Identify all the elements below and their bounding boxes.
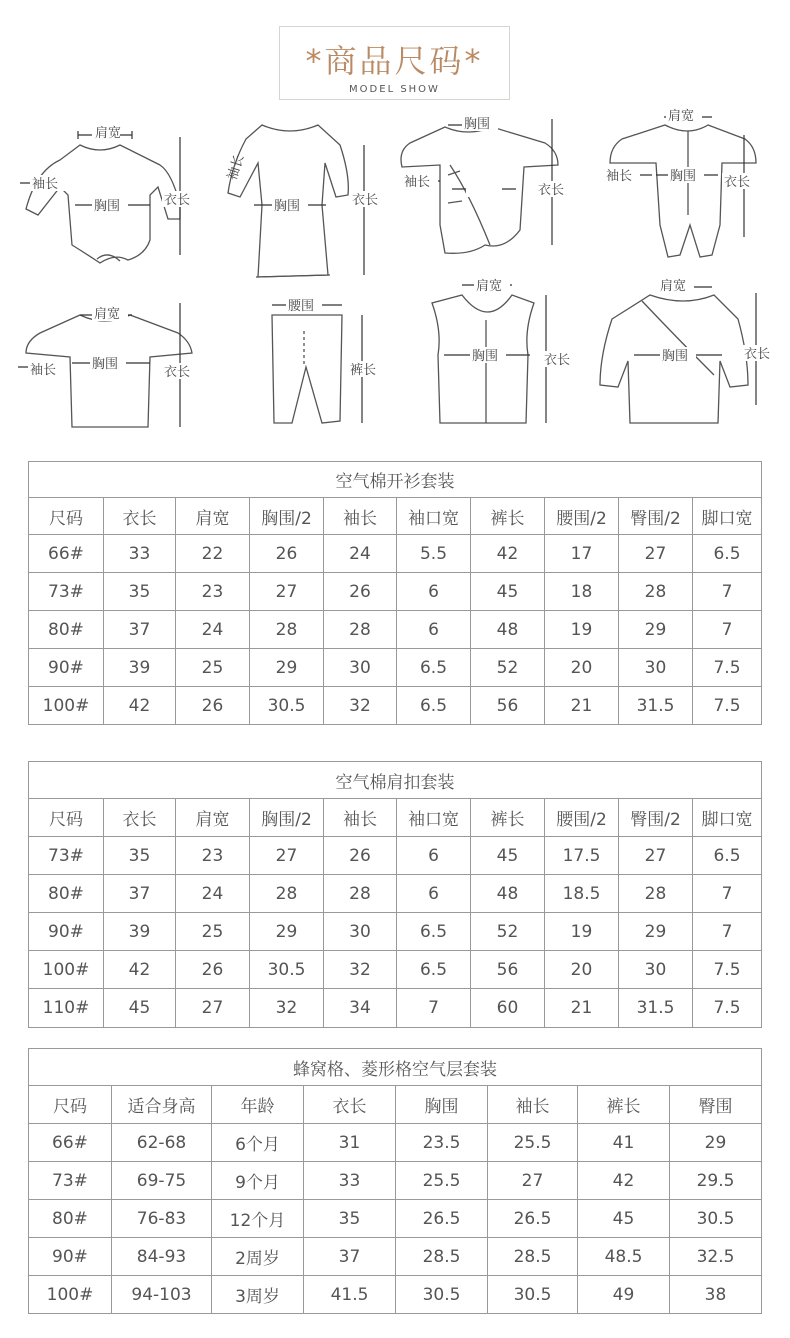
size-cell: 110# (29, 989, 104, 1028)
column-header: 脚口宽 (693, 498, 762, 535)
table-cell: 41.5 (304, 1276, 396, 1314)
table-cell: 24 (176, 611, 250, 649)
table-cell: 62-68 (112, 1124, 212, 1162)
table-cell: 6 (397, 837, 471, 875)
table-row (29, 535, 762, 573)
size-cell: 100# (29, 1276, 112, 1314)
table-row (29, 875, 762, 913)
table-cell: 39 (104, 649, 176, 687)
romper-illustration (610, 125, 756, 257)
table-cell: 29 (250, 649, 324, 687)
table-cell: 32 (324, 687, 397, 725)
table-cell: 42 (578, 1162, 670, 1200)
table-cell: 30.5 (488, 1276, 578, 1314)
column-header: 尺码 (29, 799, 104, 837)
table-cell: 31.5 (619, 687, 693, 725)
table-cell: 7.5 (693, 687, 762, 725)
column-header: 年龄 (212, 1086, 304, 1124)
table-row (29, 951, 762, 989)
table-cell: 29 (670, 1124, 762, 1162)
table-cell: 9个月 (212, 1162, 304, 1200)
table-cell: 18 (545, 573, 619, 611)
table-cell: 31.5 (619, 989, 693, 1028)
table-row (29, 1124, 762, 1162)
size-title-box (279, 26, 510, 100)
column-header: 臀围/2 (619, 799, 693, 837)
table-cell: 76-83 (112, 1200, 212, 1238)
table-cell: 30.5 (250, 951, 324, 989)
table-cell: 6 (397, 875, 471, 913)
column-header: 腰围/2 (545, 498, 619, 535)
label-shoulder-7: 肩宽 (476, 279, 503, 294)
column-header: 裤长 (578, 1086, 670, 1124)
table-cell: 34 (324, 989, 397, 1028)
column-header: 臀围/2 (619, 498, 693, 535)
table-cell: 37 (104, 611, 176, 649)
table-cell: 56 (471, 687, 545, 725)
label-waist-6: 腰围 (288, 299, 315, 314)
column-header: 裤长 (471, 799, 545, 837)
table-cell: 42 (471, 535, 545, 573)
table-cell: 28 (324, 875, 397, 913)
table-cell: 49 (578, 1276, 670, 1314)
table-cell: 28.5 (396, 1238, 488, 1276)
table-cell: 28.5 (488, 1238, 578, 1276)
column-header: 适合身高 (112, 1086, 212, 1124)
table-cell: 30.5 (250, 687, 324, 725)
label-pants-6: 裤长 (350, 363, 377, 378)
column-header: 衣长 (104, 498, 176, 535)
label-chest-4: 胸围 (670, 169, 697, 184)
table-cell: 42 (104, 687, 176, 725)
column-header: 臀围 (670, 1086, 762, 1124)
table-cell: 6.5 (397, 649, 471, 687)
table-cell: 28 (619, 875, 693, 913)
table-cell: 23.5 (396, 1124, 488, 1162)
table-row (29, 1238, 762, 1276)
table-cell: 20 (545, 951, 619, 989)
label-chest-5: 胸围 (92, 357, 119, 372)
table-cell: 30 (619, 649, 693, 687)
table-cell: 5.5 (397, 535, 471, 573)
table-cell: 35 (104, 573, 176, 611)
column-header: 袖长 (324, 498, 397, 535)
label-shoulder-5: 肩宽 (94, 307, 121, 322)
table-cell: 23 (176, 573, 250, 611)
table-header-row (29, 1086, 762, 1124)
table-cell: 25 (176, 913, 250, 951)
label-chest-2: 胸围 (274, 199, 301, 214)
table-cell: 48 (471, 875, 545, 913)
column-header: 肩宽 (176, 498, 250, 535)
size-cell: 80# (29, 875, 104, 913)
table-cell: 27 (619, 837, 693, 875)
table-cell: 26 (324, 573, 397, 611)
table-cell: 25.5 (396, 1162, 488, 1200)
table-cell: 17 (545, 535, 619, 573)
label-chest-7: 胸围 (472, 349, 499, 364)
table-cell: 3周岁 (212, 1276, 304, 1314)
size-cell: 90# (29, 1238, 112, 1276)
label-length-3: 衣长 (538, 183, 565, 198)
size-cell: 66# (29, 1124, 112, 1162)
table-cell: 30 (324, 913, 397, 951)
table-cell: 29 (619, 611, 693, 649)
label-shoulder-4: 肩宽 (668, 109, 695, 124)
table-row (29, 687, 762, 725)
table-cell: 33 (304, 1162, 396, 1200)
garment-diagrams (0, 105, 790, 445)
table-row (29, 989, 762, 1028)
table-cell: 7 (693, 913, 762, 951)
table-cell: 19 (545, 611, 619, 649)
size-cell: 80# (29, 611, 104, 649)
page-subtitle: MODEL SHOW (349, 84, 440, 95)
table-cell: 25.5 (488, 1124, 578, 1162)
table-cell: 24 (324, 535, 397, 573)
size-cell: 100# (29, 687, 104, 725)
table-row (29, 611, 762, 649)
column-header: 腰围/2 (545, 799, 619, 837)
table-cell: 32 (324, 951, 397, 989)
label-length-4: 衣长 (724, 175, 751, 190)
table-cell: 6.5 (693, 535, 762, 573)
table-cell: 32.5 (670, 1238, 762, 1276)
table-row (29, 649, 762, 687)
table-cell: 6.5 (397, 951, 471, 989)
table-cell: 30.5 (396, 1276, 488, 1314)
label-sleeve-3: 袖长 (404, 175, 431, 190)
table-cell: 48 (471, 611, 545, 649)
size-cell: 90# (29, 913, 104, 951)
column-header: 衣长 (304, 1086, 396, 1124)
table-cell: 17.5 (545, 837, 619, 875)
size-cell: 66# (29, 535, 104, 573)
table-cell: 45 (471, 573, 545, 611)
table-cell: 33 (104, 535, 176, 573)
column-header: 袖口宽 (397, 498, 471, 535)
table-cell: 30 (324, 649, 397, 687)
table-cell: 29.5 (670, 1162, 762, 1200)
table-cell: 26 (250, 535, 324, 573)
size-cell: 90# (29, 649, 104, 687)
table-cell: 45 (104, 989, 176, 1028)
column-header: 尺码 (29, 498, 104, 535)
table-cell: 37 (104, 875, 176, 913)
table-cell: 6 (397, 573, 471, 611)
table-cell: 27 (488, 1162, 578, 1200)
garment-diagrams-svg (0, 105, 790, 445)
table-cell: 26 (324, 837, 397, 875)
table-cell: 19 (545, 913, 619, 951)
table-row (29, 573, 762, 611)
table-cell: 27 (176, 989, 250, 1028)
table-cell: 39 (104, 913, 176, 951)
table-row (29, 913, 762, 951)
column-header: 衣长 (104, 799, 176, 837)
table-row (29, 1276, 762, 1314)
page-title: *商品尺码* (305, 42, 484, 80)
column-header: 胸围 (396, 1086, 488, 1124)
label-chest-3-top: 胸围 (464, 117, 491, 132)
label-shoulder-1: 肩宽 (95, 126, 122, 141)
table-cell: 32 (250, 989, 324, 1028)
table-cell: 7 (693, 573, 762, 611)
table-row (29, 837, 762, 875)
label-length-2: 衣长 (352, 193, 379, 208)
table-cell: 52 (471, 649, 545, 687)
table-cell: 26.5 (396, 1200, 488, 1238)
table-cell: 2周岁 (212, 1238, 304, 1276)
table-header-row (29, 498, 762, 535)
table-cell: 28 (250, 875, 324, 913)
table-cell: 23 (176, 837, 250, 875)
table-cell: 28 (324, 611, 397, 649)
size-cell: 73# (29, 1162, 112, 1200)
column-header: 脚口宽 (693, 799, 762, 837)
table-cell: 35 (104, 837, 176, 875)
pants-illustration (272, 315, 342, 423)
label-length-7: 衣长 (544, 353, 571, 368)
label-length-5: 衣长 (164, 365, 191, 380)
size-cell: 73# (29, 837, 104, 875)
table-cell: 25 (176, 649, 250, 687)
label-sleeve-1: 袖长 (32, 177, 59, 192)
table-caption: 空气棉开衫套装 (29, 462, 762, 498)
table-cell: 26 (176, 951, 250, 989)
table-cell: 56 (471, 951, 545, 989)
table-cell: 31 (304, 1124, 396, 1162)
column-header: 裤长 (471, 498, 545, 535)
column-header: 袖口宽 (397, 799, 471, 837)
label-length-8: 衣长 (744, 347, 771, 362)
label-shoulder-8: 肩宽 (660, 279, 687, 294)
size-cell: 100# (29, 951, 104, 989)
table-cell: 28 (250, 611, 324, 649)
table-caption: 空气棉肩扣套装 (29, 762, 762, 799)
table-cell: 45 (471, 837, 545, 875)
size-table-air-layer-set (28, 1048, 762, 1314)
size-table-shoulder-button-set (28, 761, 762, 1028)
table-cell: 94-103 (112, 1276, 212, 1314)
table-cell: 20 (545, 649, 619, 687)
table-cell: 21 (545, 989, 619, 1028)
table-cell: 30 (619, 951, 693, 989)
table-cell: 52 (471, 913, 545, 951)
table-cell: 30.5 (670, 1200, 762, 1238)
size-table-cardigan-set (28, 461, 762, 725)
table-cell: 6.5 (693, 837, 762, 875)
table-cell: 60 (471, 989, 545, 1028)
table-cell: 29 (250, 913, 324, 951)
table-cell: 42 (104, 951, 176, 989)
table-cell: 28 (619, 573, 693, 611)
table-cell: 45 (578, 1200, 670, 1238)
table-cell: 37 (304, 1238, 396, 1276)
table-cell: 35 (304, 1200, 396, 1238)
column-header: 袖长 (488, 1086, 578, 1124)
table-cell: 26.5 (488, 1200, 578, 1238)
table-cell: 7.5 (693, 951, 762, 989)
table-cell: 38 (670, 1276, 762, 1314)
table-cell: 12个月 (212, 1200, 304, 1238)
table-cell: 6.5 (397, 913, 471, 951)
column-header: 尺码 (29, 1086, 112, 1124)
table-row (29, 1200, 762, 1238)
table-cell: 6 (397, 611, 471, 649)
label-length-1: 衣长 (164, 193, 191, 208)
table-cell: 7 (693, 611, 762, 649)
table-cell: 27 (250, 573, 324, 611)
size-cell: 80# (29, 1200, 112, 1238)
table-cell: 7.5 (693, 649, 762, 687)
table-row (29, 1162, 762, 1200)
table-cell: 27 (619, 535, 693, 573)
table-cell: 27 (250, 837, 324, 875)
table-cell: 7.5 (693, 989, 762, 1028)
label-sleeve-2: 袖长 (225, 152, 248, 183)
table-cell: 26 (176, 687, 250, 725)
table-cell: 29 (619, 913, 693, 951)
table-cell: 24 (176, 875, 250, 913)
size-cell: 73# (29, 573, 104, 611)
column-header: 胸围/2 (250, 498, 324, 535)
table-cell: 22 (176, 535, 250, 573)
table-cell: 84-93 (112, 1238, 212, 1276)
table-cell: 7 (397, 989, 471, 1028)
column-header: 袖长 (324, 799, 397, 837)
column-header: 胸围/2 (250, 799, 324, 837)
table-cell: 6个月 (212, 1124, 304, 1162)
table-header-row (29, 799, 762, 837)
table-cell: 69-75 (112, 1162, 212, 1200)
table-cell: 41 (578, 1124, 670, 1162)
label-chest-8: 胸围 (662, 349, 689, 364)
table-cell: 18.5 (545, 875, 619, 913)
table-cell: 7 (693, 875, 762, 913)
table-caption: 蜂窝格、菱形格空气层套装 (29, 1049, 762, 1086)
label-chest-1: 胸围 (94, 199, 121, 214)
label-sleeve-4: 袖长 (606, 169, 633, 184)
table-cell: 21 (545, 687, 619, 725)
column-header: 肩宽 (176, 799, 250, 837)
table-cell: 48.5 (578, 1238, 670, 1276)
table-cell: 6.5 (397, 687, 471, 725)
label-sleeve-5: 袖长 (30, 363, 57, 378)
